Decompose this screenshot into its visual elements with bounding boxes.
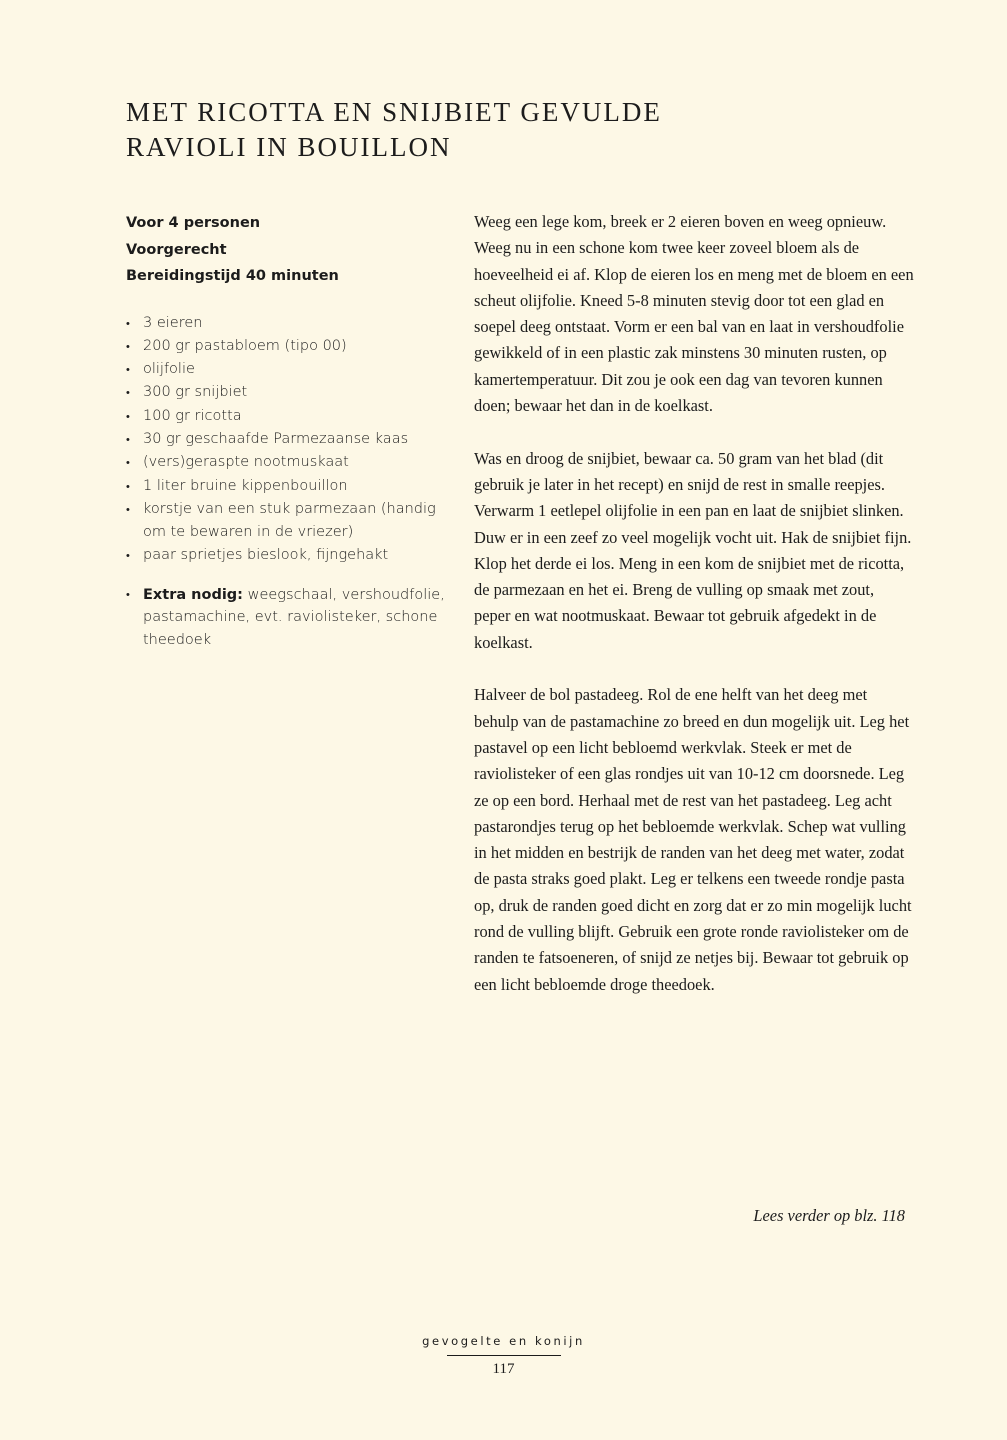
instruction-step: Weeg een lege kom, breek er 2 eieren boven en weeg opnieuw. Weeg nu in een schone kom twee keer zoveel bloem als de hoeveelheid ei af. Klop de eieren los en meng met de bloem en een scheut olijfolie. Kneed 5-8 minuten stevig door tot een glad en soepel deeg ontstaat. Vorm er een bal van en laat in vershoudfolie gewikkeld of in een plastic zak minstens 30 minuten rusten, op kamertemperatuur. Dit zou je ook een dag van tevoren kunnen doen; bewaar het dan in de koelkast. [474,212,914,416]
servings: Voor 4 personen [126,215,261,231]
extra-label: Extra nodig: [143,586,243,603]
page-number: 117 [492,1361,515,1377]
ingredient-item: • 100 gr ricotta [126,405,446,428]
ingredient-item: • paar sprietjes bieslook, fijngehakt [126,544,446,567]
ingredient-item: • olijfolie [126,358,446,381]
ingredient-item: • 3 eieren [126,312,446,335]
footer-divider [447,1355,561,1356]
instructions [474,209,914,1024]
instruction-step: Was en droog de snijbiet, bewaar ca. 50 gram van het blad (dit gebruik je later in het recept) en snijd de rest in smalle reepjes. Verwarm 1 eetlepel olijfolie in een pan en laat de snijbiet slinken. Duw er in een zeef zo veel mogelijk vocht uit. Hak de snijbiet fijn. Klop het derde ei los. Meng in een kom de snijbiet met de ricotta, de parmezaan en het ei. Breng de vulling op smaak met zout, peper en wat nootmuskaat. Bewaar tot gebruik afgedekt in de koelkast. [474,448,912,652]
ingredient-item: • 200 gr pastabloem (tipo 00) [126,335,446,358]
ingredient-item: • (vers)geraspte nootmuskaat [126,451,446,474]
title-line-1: MET RICOTTA EN SNIJBIET GEVULDE [126,97,662,127]
ingredient-item: • 30 gr geschaafde Parmezaanse kaas [126,428,446,451]
recipe-meta [126,210,446,290]
ingredient-item: • 300 gr snijbiet [126,381,446,404]
prep-time: Bereidingstijd 40 minuten [126,268,339,284]
ingredient-list [126,312,446,568]
extra-equipment [126,584,446,652]
ingredient-item: • korstje van een stuk parmezaan (handig om te bewaren in de vriezer) [126,498,446,545]
title-line-2: RAVIOLI IN BOUILLON [126,132,452,162]
recipe-sidebar [126,210,446,651]
instruction-step: Halveer de bol pastadeeg. Rol de ene helft van het deeg met behulp van de pastamachine zo breed en dun mogelijk uit. Leg het pastavel op een licht bebloemd werkvlak. Steek er met de raviolisteker of een glas rondjes uit van 10-12 cm doorsnede. Leg ze op een bord. Herhaal met de rest van het pastadeeg. Leg acht pastarondjes terug op het bebloemde werkvlak. Schep wat vulling in het midden en bestrijk de randen van het deeg met water, zodat de pasta straks goed plakt. Leg er telkens een tweede rondje pasta op, druk de randen goed dicht en zorg dat er zo min mogelijk lucht rond de vulling blijft. Gebruik een grote ronde raviolisteker om de randen te fatsoeneren, of snijd ze netjes bij. Bewaar tot gebruik op een licht bebloemde droge theedoek. [474,685,912,994]
section-name: gevogelte en konijn [422,1334,585,1348]
course: Voorgerecht [126,241,227,258]
extra-text: weegschaal, vershoudfolie, pastamachine, evt. raviolisteker, schone theedoek [143,586,445,648]
extra-equipment-list [126,584,446,652]
page-footer [0,1334,1007,1378]
ingredient-item: • 1 liter bruine kippenbouillon [126,475,446,498]
recipe-title [126,95,766,165]
continue-note: Lees verder op blz. 118 [753,1206,905,1225]
